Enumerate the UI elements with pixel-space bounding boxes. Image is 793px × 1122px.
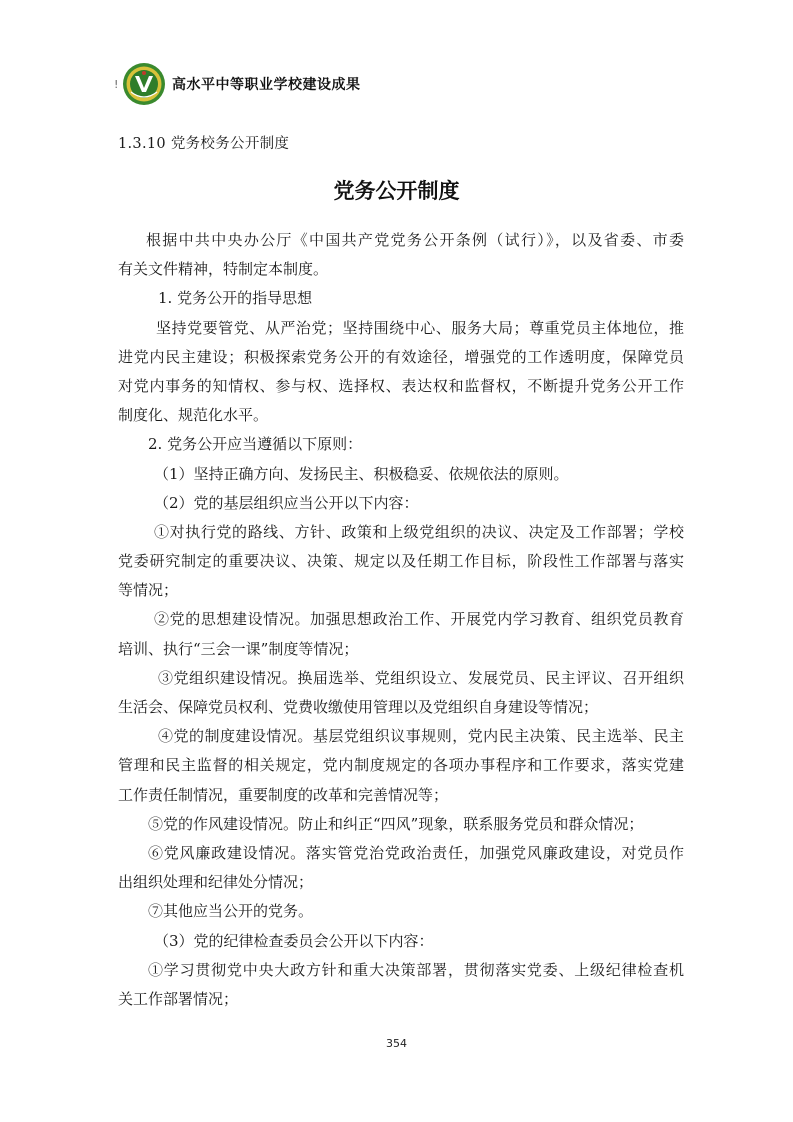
- paragraph-line: 培训、执行“三会一课”制度等情况；: [118, 639, 359, 658]
- paragraph-line: 等情况；: [118, 581, 179, 600]
- header-mark: !: [114, 78, 119, 91]
- paragraph-line: ①对执行党的路线、方针、政策和上级党组织的决议、决定及工作部署；学校: [154, 522, 684, 541]
- paragraph-line: （3）党的纪律检查委员会公开以下内容：: [154, 931, 434, 950]
- paragraph-line: （1）坚持正确方向、发扬民主、积极稳妥、依规依法的原则。: [154, 464, 569, 483]
- paragraph-line: ③党组织建设情况。换届选举、党组织设立、发展党员、民主评议、召开组织: [158, 668, 684, 687]
- paragraph-line: 根据中共中央办公厅《中国共产党党务公开条例（试行）》，以及省委、市委: [146, 231, 684, 249]
- page-header: [114, 62, 361, 106]
- school-logo-icon: [122, 62, 166, 106]
- paragraph-line: 党委研究制定的重要决议、决策、规定以及任期工作目标，阶段性工作部署与落实: [118, 552, 684, 571]
- paragraph-line: 制度化、规范化水平。: [118, 406, 269, 425]
- paragraph-line: 2. 党务公开应当遵循以下原则：: [148, 435, 363, 454]
- body-text: [118, 226, 684, 1014]
- paragraph-line: ②党的思想建设情况。加强思想政治工作、开展党内学习教育、组织党员教育: [154, 610, 684, 629]
- paragraph-line: 管理和民主监督的相关规定，党内制度规定的各项办事程序和工作要求，落实党建: [118, 756, 684, 775]
- paragraph-line: 对党内事务的知情权、参与权、选择权、表达权和监督权，不断提升党务公开工作: [118, 376, 684, 395]
- paragraph-line: 1. 党务公开的指导思想: [158, 289, 313, 308]
- paragraph-line: ⑦其他应当公开的党务。: [148, 902, 314, 921]
- section-heading: 1.3.10 党务校务公开制度: [118, 136, 290, 152]
- paragraph-line: 工作责任制情况，重要制度的改革和完善情况等；: [118, 785, 449, 804]
- paragraph-line: ④党的制度建设情况。基层党组织议事规则，党内民主决策、民主选举、民主: [158, 727, 684, 746]
- paragraph-line: 关工作部署情况；: [118, 989, 239, 1008]
- paragraph-line: ⑤党的作风建设情况。防止和纠正“四风”现象，联系服务党员和群众情况；: [148, 814, 644, 833]
- header-title: 高水平中等职业学校建设成果: [172, 77, 361, 93]
- paragraph-line: ⑥党风廉政建设情况。落实管党治党政治责任，加强党风廉政建设，对党员作: [148, 843, 684, 862]
- paragraph-line: 坚持党要管党、从严治党；坚持围绕中心、服务大局；尊重党员主体地位，推: [156, 318, 684, 337]
- paragraph-line: 有关文件精神，特制定本制度。: [118, 260, 329, 279]
- paragraph-line: （2）党的基层组织应当公开以下内容：: [154, 493, 419, 512]
- paragraph-line: ①学习贯彻党中央大政方针和重大决策部署，贯彻落实党委、上级纪律检查机: [148, 960, 684, 979]
- page-number: 354: [386, 1037, 407, 1050]
- paragraph-line: 出组织处理和纪律处分情况；: [118, 873, 314, 892]
- paragraph-line: 进党内民主建设；积极探索党务公开的有效途径，增强党的工作透明度，保障党员: [118, 347, 684, 366]
- paragraph-line: 生活会、保障党员权利、党费收缴使用管理以及党组织自身建设等情况；: [118, 698, 599, 716]
- document-title: 党务公开制度: [333, 179, 460, 203]
